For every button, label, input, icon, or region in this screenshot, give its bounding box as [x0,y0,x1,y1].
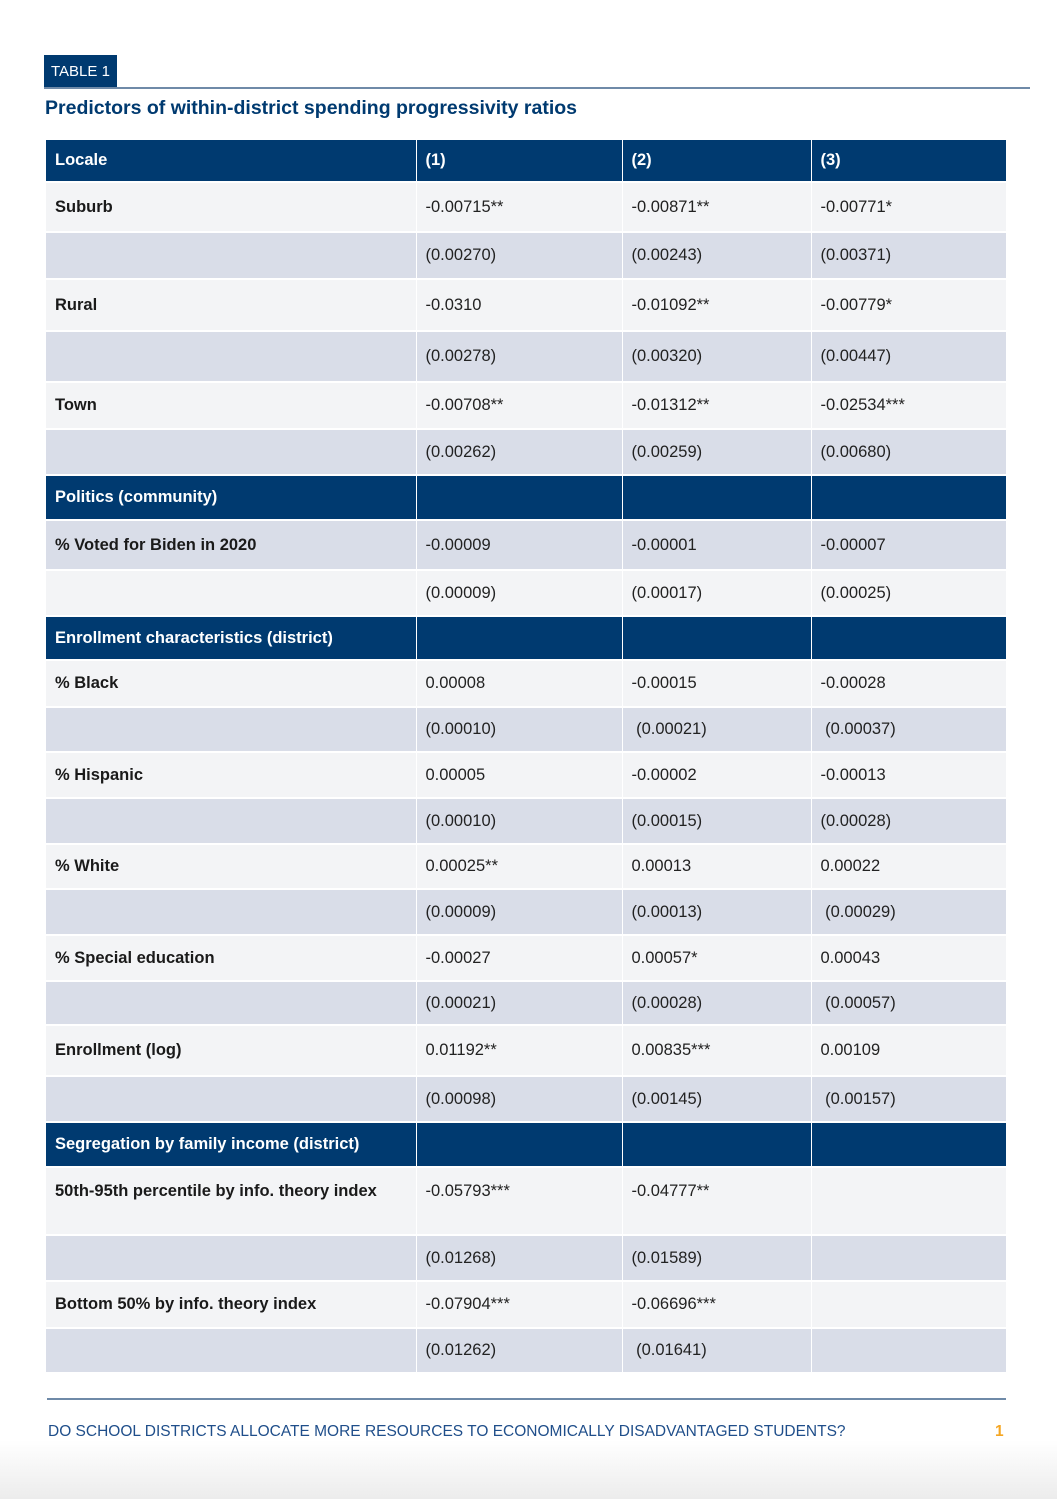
value-cell-col-3: 0.00109 [811,1025,1006,1076]
tag-divider [44,87,1030,89]
value-cell-col-1: (0.00278) [416,331,622,382]
standard-error-row [46,232,1006,279]
row-label: Suburb [46,182,416,232]
section-header-row [46,475,1006,520]
value-cell-col-1: -0.00708** [416,382,622,429]
value-cell-col-1: (0.01268) [416,1235,622,1281]
value-cell-col-2: -0.01092** [622,279,811,331]
value-cell-col-1 [416,475,622,520]
value-cell-col-2: (0.00021) [622,707,811,752]
value-cell-col-3 [811,1122,1006,1167]
value-cell-col-1: (0.00010) [416,798,622,844]
row-label: Bottom 50% by info. theory index [46,1281,416,1328]
value-cell-col-2: -0.00015 [622,660,811,707]
coefficient-row [46,182,1006,232]
value-cell-col-3: -0.00007 [811,520,1006,570]
row-label [46,1076,416,1122]
value-cell-col-2: 0.00057* [622,935,811,981]
value-cell-col-3: (0.00680) [811,429,1006,475]
header-col-2: (2) [622,139,811,182]
section-header-row [46,616,1006,660]
standard-error-row [46,1076,1006,1122]
value-cell-col-1: 0.01192** [416,1025,622,1076]
value-cell-col-1: -0.00027 [416,935,622,981]
row-label [46,1235,416,1281]
standard-error-row [46,520,1006,570]
standard-error-row [46,981,1006,1025]
row-label: Rural [46,279,416,331]
standard-error-row [46,1328,1006,1372]
value-cell-col-3: (0.00157) [811,1076,1006,1122]
value-cell-col-3 [811,1167,1006,1235]
value-cell-col-2: -0.00001 [622,520,811,570]
row-label [46,889,416,935]
value-cell-col-3: (0.00037) [811,707,1006,752]
value-cell-col-3: -0.00013 [811,752,1006,798]
row-label: 50th-95th percentile by info. theory index [46,1167,416,1235]
row-label [46,798,416,844]
footer-divider [47,1398,1006,1400]
value-cell-col-1: 0.00025** [416,844,622,889]
value-cell-col-3: -0.02534*** [811,382,1006,429]
value-cell-col-1: -0.05793*** [416,1167,622,1235]
header-locale: Locale [46,139,416,182]
table-header-row [46,139,1006,182]
value-cell-col-3: (0.00025) [811,570,1006,616]
header-col-3: (3) [811,139,1006,182]
value-cell-col-1 [416,1122,622,1167]
value-cell-col-2 [622,1122,811,1167]
standard-error-row [46,1235,1006,1281]
value-cell-col-1: 0.00005 [416,752,622,798]
row-label [46,1328,416,1372]
value-cell-col-3: -0.00771* [811,182,1006,232]
value-cell-col-2: (0.00017) [622,570,811,616]
value-cell-col-2: -0.04777** [622,1167,811,1235]
regression-table [46,138,1006,1372]
coefficient-row [46,1025,1006,1076]
value-cell-col-1 [416,616,622,660]
coefficient-row [46,570,1006,616]
value-cell-col-1: -0.00715** [416,182,622,232]
row-label [46,570,416,616]
coefficient-row [46,660,1006,707]
value-cell-col-1: (0.00270) [416,232,622,279]
value-cell-col-2: (0.00028) [622,981,811,1025]
value-cell-col-3: (0.00447) [811,331,1006,382]
row-label: Enrollment (log) [46,1025,416,1076]
value-cell-col-1: (0.00262) [416,429,622,475]
table-tag: TABLE 1 [44,55,117,88]
coefficient-row [46,279,1006,331]
page-number: 1 [995,1423,1004,1440]
coefficient-row [46,752,1006,798]
value-cell-col-2: -0.06696*** [622,1281,811,1328]
table-title: Predictors of within-district spending progressivity ratios [45,97,578,119]
value-cell-col-3: (0.00057) [811,981,1006,1025]
value-cell-col-1: (0.00098) [416,1076,622,1122]
value-cell-col-2: (0.00015) [622,798,811,844]
value-cell-col-3: 0.00022 [811,844,1006,889]
value-cell-col-2: -0.01312** [622,382,811,429]
value-cell-col-2: (0.01641) [622,1328,811,1372]
standard-error-row [46,429,1006,475]
row-label [46,331,416,382]
value-cell-col-1: 0.00008 [416,660,622,707]
value-cell-col-3: -0.00779* [811,279,1006,331]
standard-error-row [46,707,1006,752]
value-cell-col-3: -0.00028 [811,660,1006,707]
row-label [46,232,416,279]
value-cell-col-1: -0.07904*** [416,1281,622,1328]
value-cell-col-1: (0.01262) [416,1328,622,1372]
row-label: % Special education [46,935,416,981]
value-cell-col-3 [811,1235,1006,1281]
value-cell-col-1: (0.00009) [416,889,622,935]
row-label: Town [46,382,416,429]
value-cell-col-3 [811,616,1006,660]
value-cell-col-3: (0.00028) [811,798,1006,844]
value-cell-col-3: 0.00043 [811,935,1006,981]
page-bottom-shadow [0,1440,1057,1499]
value-cell-col-1: -0.00009 [416,520,622,570]
row-label: % White [46,844,416,889]
section-label: Enrollment characteristics (district) [46,616,416,660]
value-cell-col-3: (0.00029) [811,889,1006,935]
standard-error-row [46,798,1006,844]
row-label: % Hispanic [46,752,416,798]
value-cell-col-1: -0.0310 [416,279,622,331]
section-label: Segregation by family income (district) [46,1122,416,1167]
value-cell-col-1: (0.00021) [416,981,622,1025]
row-label: % Voted for Biden in 2020 [46,520,416,570]
value-cell-col-2: 0.00835*** [622,1025,811,1076]
value-cell-col-2: 0.00013 [622,844,811,889]
value-cell-col-2: (0.00013) [622,889,811,935]
value-cell-col-2 [622,475,811,520]
value-cell-col-2: (0.00243) [622,232,811,279]
value-cell-col-2: (0.00320) [622,331,811,382]
value-cell-col-3 [811,1281,1006,1328]
value-cell-col-2: (0.00145) [622,1076,811,1122]
row-label [46,981,416,1025]
value-cell-col-3 [811,475,1006,520]
header-col-1: (1) [416,139,622,182]
standard-error-row [46,331,1006,382]
value-cell-col-2: -0.00871** [622,182,811,232]
value-cell-col-2: (0.00259) [622,429,811,475]
standard-error-row [46,889,1006,935]
coefficient-row [46,1281,1006,1328]
value-cell-col-1: (0.00009) [416,570,622,616]
row-label [46,707,416,752]
coefficient-row [46,844,1006,889]
coefficient-row [46,382,1006,429]
value-cell-col-2: (0.01589) [622,1235,811,1281]
value-cell-col-2: -0.00002 [622,752,811,798]
row-label [46,429,416,475]
coefficient-row [46,935,1006,981]
coefficient-row [46,1167,1006,1235]
row-label: % Black [46,660,416,707]
value-cell-col-1: (0.00010) [416,707,622,752]
section-label: Politics (community) [46,475,416,520]
footer-report-title: DO SCHOOL DISTRICTS ALLOCATE MORE RESOURCES TO ECONOMICALLY DISADVANTAGED STUDENTS? [48,1423,846,1440]
value-cell-col-2 [622,616,811,660]
section-header-row [46,1122,1006,1167]
value-cell-col-3: (0.00371) [811,232,1006,279]
value-cell-col-3 [811,1328,1006,1372]
